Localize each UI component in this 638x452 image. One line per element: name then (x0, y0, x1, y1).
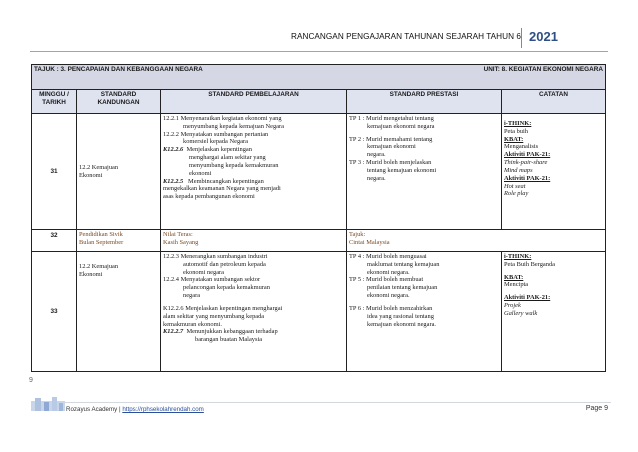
footer-academy: Rozayus Academy | (66, 406, 121, 413)
sprestasi-line: TP 2 : Murid memahami tentang (349, 135, 433, 143)
catatan-line: KBAT: (504, 135, 524, 143)
header-title: RANCANGAN PENGAJARAN TAHUNAN SEJARAH TAHUN 6 (291, 32, 521, 41)
nilai-line: Kasih Sayang (163, 238, 199, 246)
sprestasi-line: idea yang rasional tentang (367, 312, 434, 320)
footer-page-number: Page 9 (585, 405, 608, 412)
sprestasi-line: TP 5 : Murid boleh membuat (349, 276, 424, 284)
catatan-line: i-THINK: (504, 120, 532, 127)
sp-line: mengekalkan keamanan Negara yang menjadi (163, 185, 281, 193)
sprestasi-line: kemajuan ekonomi negara (367, 122, 435, 130)
sp-code: K12.2.5 (163, 177, 184, 185)
sp-line: K12.2.6 Menjelaskan kepentingan menghargai (163, 304, 283, 312)
sp-line: kemakmuran ekonomi. (163, 320, 222, 328)
sprestasi-line: maklumat tentang kemajuan (367, 260, 440, 268)
catatan-line: Role play (504, 190, 529, 198)
col-standard-kandungan (77, 90, 161, 114)
col-standard-prestasi: STANDARD PRESTASI (347, 90, 502, 114)
sp-line (163, 146, 344, 154)
nilai-line: Nilai Teras: (163, 231, 193, 238)
sp-line: ekonomi (189, 169, 212, 177)
sp-line (163, 178, 344, 186)
table-title-cell (32, 65, 606, 90)
catatan-line: Aktiviti PAK-21: (504, 174, 551, 182)
kandungan-line: Pendidikan Sivik (79, 231, 123, 238)
sprestasi-line: penilaian tentang kemajuan (367, 284, 438, 292)
standard-kandungan-cell (77, 252, 161, 372)
sp-line (163, 328, 344, 336)
catatan-line: Mind maps (504, 166, 533, 174)
tajuk-sivik-cell (347, 230, 606, 252)
sp-text: Menjelaskan kepentingan (186, 146, 252, 154)
sp-line: menghargai alam sekitar yang (189, 154, 266, 162)
sprestasi-line: tentang kemajuan ekonomi (367, 166, 437, 174)
sprestasi-line: kemajuan ekonomi (367, 143, 416, 151)
col-minggu-line2: TARIKH (42, 98, 66, 106)
sp-line: automotif dan petroleum kepada (183, 260, 266, 268)
sp-text: Menunjukkan kebanggaan terhadap (186, 328, 278, 336)
lesson-plan-table (31, 64, 606, 372)
sp-line: 12.2.1 Menyenaraikan kegiatan ekonomi yang (163, 115, 282, 122)
sp-line: negara (183, 292, 201, 300)
standard-pembelajaran-cell (161, 252, 347, 372)
footer-rule (65, 402, 611, 403)
table-title-row (32, 65, 606, 90)
standard-kandungan-cell (77, 230, 161, 252)
sprestasi-line: ekonomi negara. (367, 292, 410, 300)
col-minggu-line1: MINGGU / (39, 91, 69, 98)
catatan-line: Aktiviti PAK-21: (504, 294, 551, 302)
catatan-line: Think-pair-share (504, 159, 548, 167)
nilai-teras-cell (161, 230, 347, 252)
kandungan-line: 12.2 Kemajuan (79, 163, 119, 171)
col-standard-pembelajaran: STANDARD PEMBELAJARAN (161, 90, 347, 114)
standard-kandungan-cell (77, 114, 161, 230)
catatan-line: Gallery walk (504, 309, 538, 317)
col-sk-line1: STANDARD (100, 91, 137, 98)
sprestasi-line: TP 3 : Murid boleh menjelaskan (349, 159, 432, 167)
header-rule (30, 51, 608, 52)
column-header-row (32, 90, 606, 114)
standard-pembelajaran-cell (161, 114, 347, 230)
catatan-cell (502, 114, 606, 230)
col-minggu (32, 90, 77, 114)
sp-code: K12.2.6 (163, 146, 184, 154)
header-year: 2021 (529, 29, 558, 44)
col-sk-line2: KANDUNGAN (97, 98, 140, 106)
catatan-cell (502, 252, 606, 372)
catatan-line: Aktiviti PAK-21: (504, 151, 551, 159)
sprestasi-line: kemajuan ekonomi negara. (367, 320, 437, 328)
sp-line: pelancongan kepada kemakmuran (183, 284, 270, 292)
sprestasi-line: TP 4 : Murid boleh menguasai (349, 253, 427, 260)
sp-line: komersiel kepada Negara (183, 138, 248, 146)
sp-line: 12.2.2 Menyatakan sumbangan pertanian (163, 130, 269, 138)
standard-prestasi-cell (347, 252, 502, 372)
kandungan-line: 12.2 Kemajuan (79, 263, 119, 270)
sp-line: 12.2.4 Menyatakan sumbangan sektor (163, 276, 261, 284)
sprestasi-line: TP 6 : Murid boleh menzahirkan (349, 304, 433, 312)
sprestasi-line: TP 1 : Murid mengetahui tentang (349, 115, 434, 122)
sprestasi-line: negara. (367, 174, 386, 182)
standard-prestasi-cell (347, 114, 502, 230)
catatan-line: Peta buih (504, 127, 528, 135)
table-row-week-31 (32, 114, 606, 230)
sp-line: 12.2.3 Menerangkan sumbangan industri (163, 253, 268, 260)
catatan-line: Mencipta (504, 281, 529, 289)
sprestasi-line: negara. (367, 151, 386, 159)
kandungan-line: Ekonomi (79, 270, 103, 278)
catatan-line: Hot seat (504, 182, 526, 190)
sp-line: menyumbang kepada kemajuan Negara (183, 122, 284, 130)
kandungan-line: Bulan September (79, 238, 124, 246)
sp-text: Membincangkan kepentingan (188, 177, 264, 185)
catatan-line: i-THINK: (504, 253, 532, 260)
unit-label: UNIT: 8. KEGIATAN EKONOMI NEGARA (483, 66, 603, 73)
catatan-line: Peta Buih Berganda (504, 260, 555, 268)
sp-line: alam sekitar yang menyumbang kepada (163, 312, 265, 320)
sp-code: K12.2.7 (163, 328, 184, 336)
week-number: 32 (32, 230, 77, 252)
footer-decoration-icon (31, 395, 65, 411)
sp-line: barangan buatan Malaysia (195, 336, 263, 344)
page-header (0, 28, 638, 48)
sp-line: menyumbang kepada kemakmuran (189, 161, 279, 169)
sprestasi-line: ekonomi negara. (367, 268, 410, 276)
tajuk-label: TAJUK : 3. PENCAPAIAN DAN KEBANGGAAN NEGARA (34, 66, 203, 73)
week-number: 31 (32, 114, 77, 230)
kandungan-line: Ekonomi (79, 171, 103, 179)
sp-line: ekonomi negara (183, 268, 224, 276)
week-number: 33 (32, 252, 77, 372)
catatan-line: KBAT: (504, 273, 524, 281)
table-row-week-33 (32, 252, 606, 372)
footer-link[interactable]: https://rphsekolahrendah.com (122, 406, 204, 413)
col-catatan: CATATAN (502, 90, 606, 114)
tajuk-line: Tajuk: (349, 231, 366, 238)
sp-line: asas kepada pembangunan ekonomi (163, 193, 255, 201)
table-row-week-32 (32, 230, 606, 252)
side-page-number: 9 (29, 377, 33, 384)
catatan-line: Projek (504, 302, 521, 310)
tajuk-line: Cintai Malaysia (349, 238, 390, 246)
footer-credit (66, 406, 204, 413)
header-separator (521, 28, 522, 48)
catatan-line: Menganalisis (504, 143, 539, 151)
